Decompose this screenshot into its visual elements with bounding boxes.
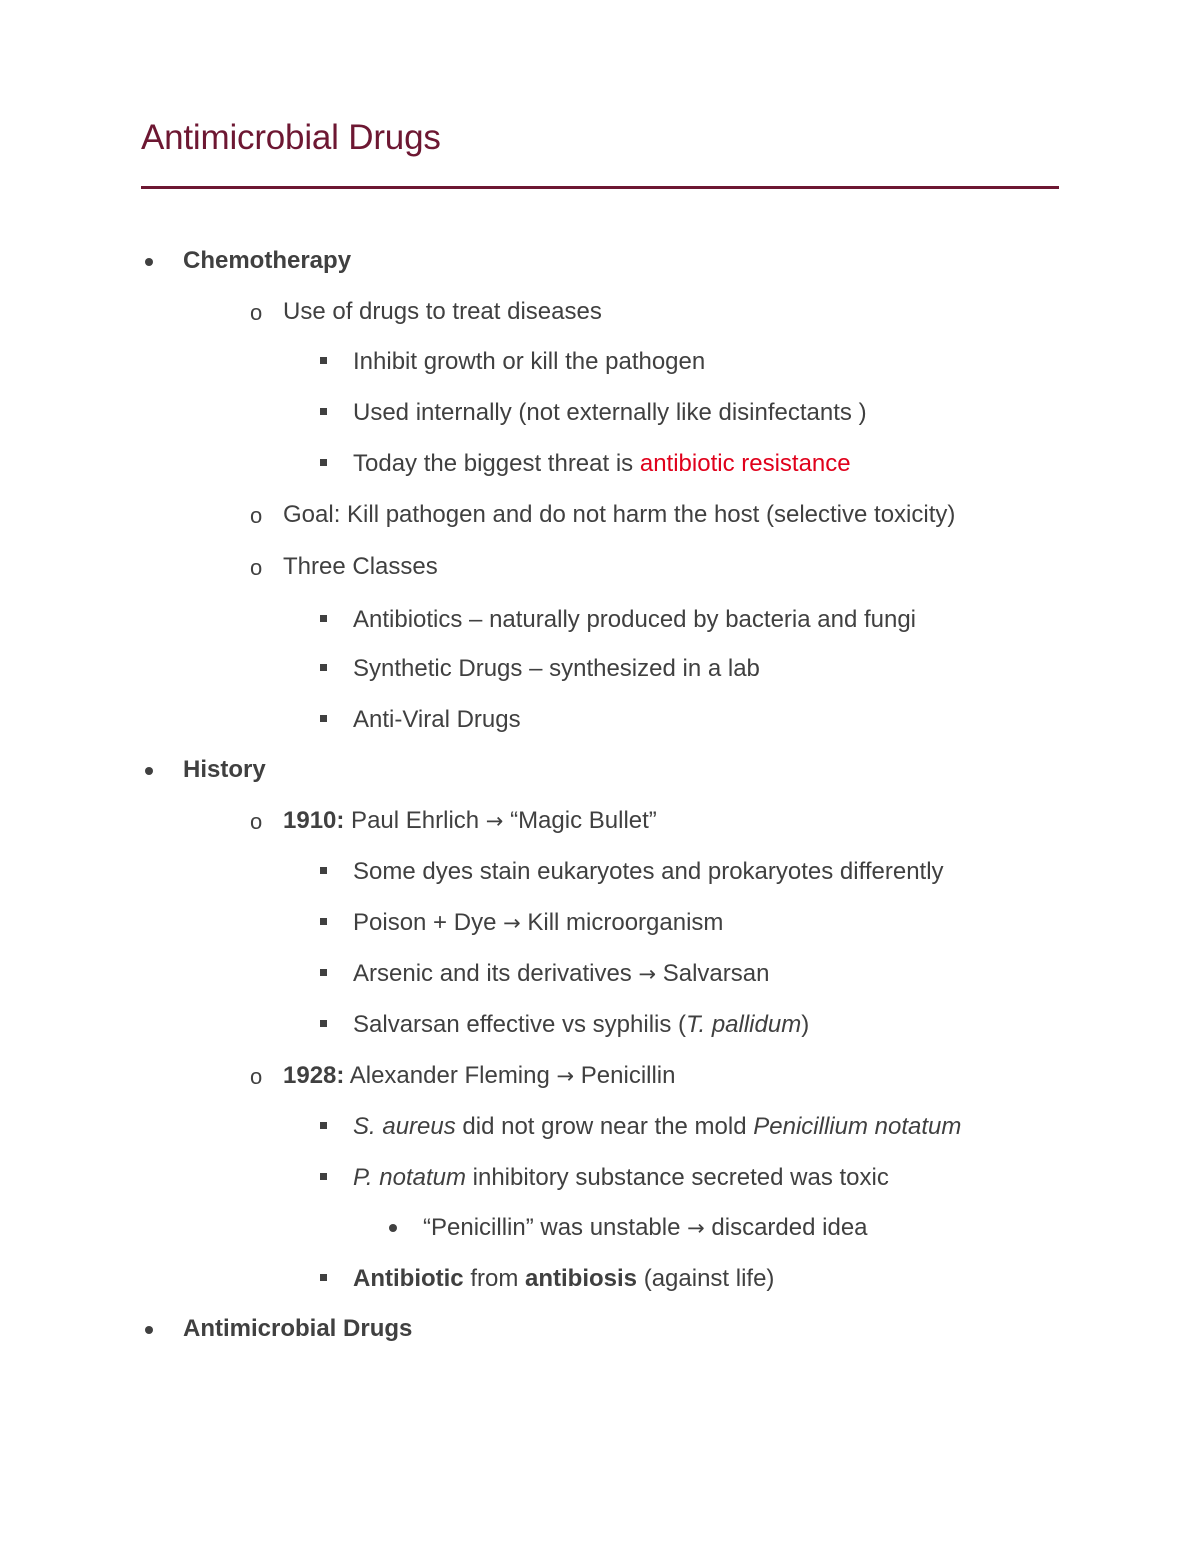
item-anti-viral: Anti-Viral Drugs: [353, 706, 521, 733]
item-poison-dye: [353, 908, 723, 938]
heading-history: History: [183, 756, 266, 783]
square-bullet-icon: [320, 1173, 327, 1180]
text-segment: discarded idea: [704, 1214, 868, 1241]
year-1910: 1910: [283, 807, 337, 834]
page-title: Antimicrobial Drugs: [141, 118, 441, 157]
item-arsenic: [353, 959, 769, 989]
item-use-of-drugs: Use of drugs to treat diseases: [283, 298, 602, 325]
item-dyes: Some dyes stain eukaryotes and prokaryotes differently: [353, 858, 944, 885]
text-segment: inhibitory substance secreted was toxic: [465, 1164, 889, 1191]
arrow-right-icon: →: [485, 809, 504, 833]
arrow-right-icon: →: [638, 962, 657, 986]
item-p-notatum: [353, 1163, 889, 1193]
text-segment: “Magic Bullet”: [503, 807, 657, 834]
heading-chemotherapy: Chemotherapy: [183, 247, 352, 274]
heading-antimicrobial-drugs: Antimicrobial Drugs: [183, 1315, 413, 1342]
arrow-right-icon: →: [687, 1216, 705, 1240]
item-salvarsan: [353, 1010, 809, 1040]
text-segment: Alexander Fleming: [344, 1062, 557, 1089]
bullet-dot-icon: [145, 1326, 153, 1334]
term-antibiotic: Antibiotic: [353, 1265, 464, 1292]
square-bullet-icon: [320, 969, 327, 976]
arrow-right-icon: →: [556, 1064, 575, 1088]
item-three-classes: Three Classes: [283, 553, 438, 580]
bullet-dot-icon: [145, 767, 153, 775]
item-used-internally: Used internally (not externally like disinfectants ): [353, 399, 867, 426]
arrow-right-icon: →: [503, 911, 521, 935]
circle-bullet-icon: o: [250, 809, 263, 834]
circle-bullet-icon: o: [250, 300, 263, 325]
square-bullet-icon: [320, 408, 327, 415]
square-bullet-icon: [320, 1122, 327, 1129]
text-segment: “Penicillin” was unstable: [423, 1214, 688, 1241]
text-segment: Salvarsan: [656, 960, 770, 987]
text-segment: Today the biggest threat is: [353, 450, 640, 477]
square-bullet-icon: [320, 615, 327, 622]
year-1928: 1928: [283, 1062, 337, 1089]
square-bullet-icon: [320, 459, 327, 466]
item-s-aureus: [353, 1112, 961, 1142]
text-segment: Penicillin: [574, 1062, 676, 1089]
text-segment: Paul Ehrlich: [344, 807, 486, 834]
text-segment: Arsenic and its derivatives: [353, 960, 639, 987]
species-s-aureus: S. aureus: [353, 1113, 456, 1140]
title-underline: [141, 186, 1059, 189]
square-bullet-icon: [320, 715, 327, 722]
text-segment: Poison + Dye: [353, 909, 504, 936]
square-bullet-icon: [320, 1020, 327, 1027]
highlight-antibiotic-resistance: antibiotic resistance: [639, 450, 851, 477]
square-bullet-icon: [320, 664, 327, 671]
item-goal: Goal: Kill pathogen and do not harm the host (selective toxicity): [283, 501, 956, 528]
item-synthetic-drugs: Synthetic Drugs – synthesized in a lab: [353, 655, 760, 682]
bullet-dot-icon: [389, 1224, 397, 1232]
species-penicillium-notatum: Penicillium notatum: [753, 1113, 962, 1140]
text-segment: (against life): [637, 1265, 775, 1292]
item-inhibit-growth: Inhibit growth or kill the pathogen: [353, 348, 706, 375]
text-segment: Kill microorganism: [520, 909, 724, 936]
colon: :: [336, 1062, 345, 1089]
text-segment: Salvarsan effective vs syphilis (: [353, 1011, 687, 1038]
item-antibiotic-antibiosis: [353, 1264, 774, 1294]
item-biggest-threat: [353, 449, 851, 479]
colon: :: [336, 807, 345, 834]
species-p-notatum: P. notatum: [353, 1164, 466, 1191]
item-antibiotics: Antibiotics – naturally produced by bacteria and fungi: [353, 606, 917, 633]
bullet-dot-icon: [145, 258, 153, 266]
square-bullet-icon: [320, 357, 327, 364]
item-penicillin-unstable: [423, 1213, 868, 1243]
text-segment: from: [463, 1265, 525, 1292]
species-t-pallidum: T. pallidum: [686, 1011, 802, 1038]
item-1910-ehrlich: [283, 806, 657, 836]
term-antibiosis: antibiosis: [525, 1265, 638, 1292]
text-segment: did not grow near the mold: [455, 1113, 754, 1140]
square-bullet-icon: [320, 1274, 327, 1281]
text-segment: ): [801, 1011, 810, 1038]
square-bullet-icon: [320, 918, 327, 925]
square-bullet-icon: [320, 867, 327, 874]
item-1928-fleming: [283, 1061, 676, 1091]
circle-bullet-icon: o: [250, 1064, 263, 1089]
circle-bullet-icon: o: [250, 503, 263, 528]
circle-bullet-icon: o: [250, 555, 263, 580]
